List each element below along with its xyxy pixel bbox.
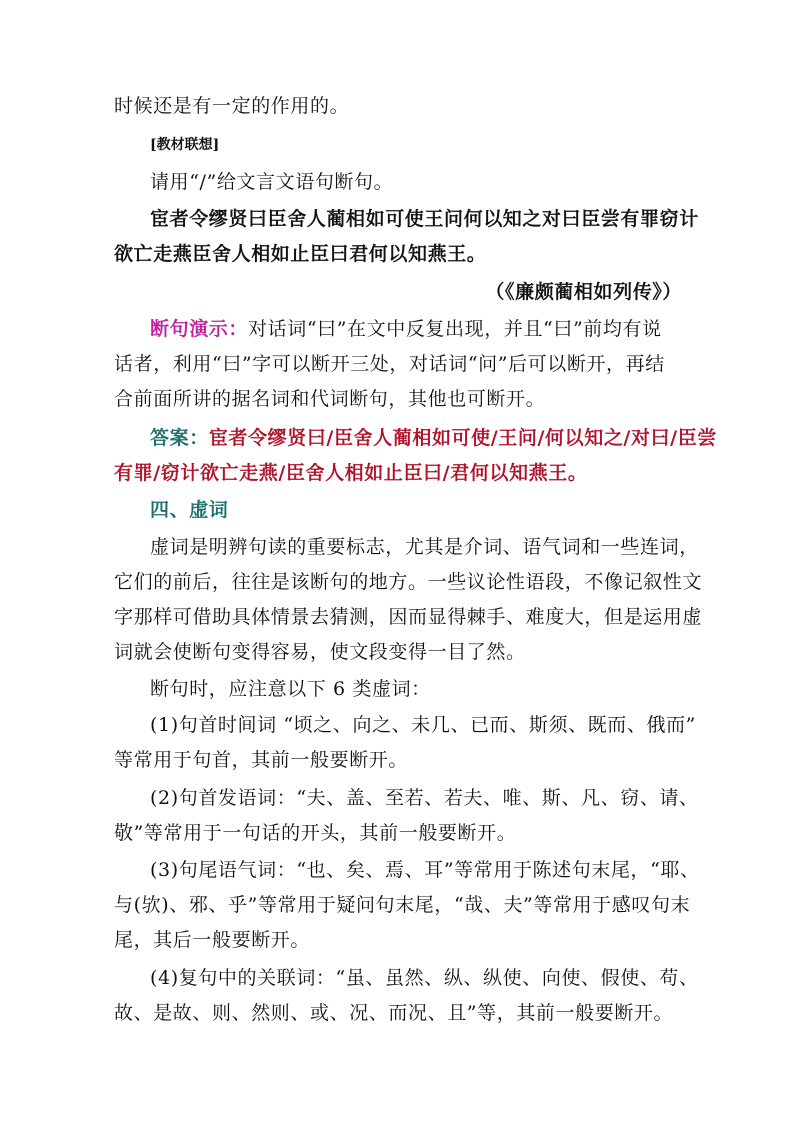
- source-citation: （《廉颇蔺相如列传》）: [485, 281, 682, 303]
- list-item-2-line-2: 敬”等常用于一句话的开头，其前一般要断开。: [114, 822, 517, 844]
- demo-paragraph-line-1: [150, 317, 662, 341]
- exercise-text-line-2: 欲亡走燕臣舍人相如止臣曰君何以知燕王。: [114, 243, 487, 265]
- section-heading-function-words: 四、虚词: [150, 499, 229, 521]
- demo-paragraph-line-3: 合前面所讲的据名词和代词断句，其他也可断开。: [114, 388, 546, 410]
- body-line-4: 词就会使断句变得容易，使文段变得一目了然。: [114, 641, 526, 663]
- answer-label: 答案：: [150, 427, 209, 449]
- list-item-3-line-3: 尾，其后一般要断开。: [114, 929, 311, 951]
- answer-line-2: 有罪/窃计欲亡走燕/臣舍人相如止臣曰/君何以知燕王。: [114, 462, 588, 484]
- list-item-3-line-1: (3)句尾语气词：“也、矣、焉、耳”等常用于陈述句末尾，“耶、: [150, 859, 700, 881]
- body-line-2: 它们的前后，往往是该断句的地方。一些议论性语段，不像记叙性文: [114, 571, 703, 593]
- text-line-continuation: 时候还是有一定的作用的。: [114, 95, 350, 117]
- list-item-1-line-2: 等常用于句首，其前一般要断开。: [114, 749, 409, 771]
- list-item-4-line-2: 故、是故、则、然则、或、况、而况、且”等，其前一般要断开。: [114, 1002, 674, 1024]
- demo-text: 对话词“曰”在文中反复出现，并且“曰”前均有说: [248, 318, 662, 340]
- list-item-1-line-1: (1)句首时间词 “顷之、向之、未几、已而、斯须、既而、俄而”: [150, 714, 696, 736]
- answer-line-1: [150, 426, 717, 450]
- demo-label: 断句演示：: [150, 318, 249, 340]
- list-intro: 断句时，应注意以下 6 类虚词：: [150, 678, 431, 700]
- section-tag-textbook: [教材联想]: [150, 137, 220, 153]
- list-item-2-line-1: (2)句首发语词：“夫、盖、至若、若夫、唯、斯、凡、窃、请、: [150, 787, 699, 809]
- demo-paragraph-line-2: 话者，利用“曰”字可以断开三处，对话词“问”后可以断开，再结: [114, 353, 665, 375]
- body-line-1: 虚词是明辨句读的重要标志，尤其是介词、语气词和一些连词，: [150, 536, 699, 558]
- list-item-4-line-1: (4)复句中的关联词：“虽、虽然、纵、纵使、向使、假使、苟、: [150, 967, 699, 989]
- list-item-3-line-2: 与(欤)、邪、乎”等常用于疑问句末尾，“哉、夫”等常用于感叹句末: [114, 894, 691, 916]
- answer-text-1: 宦者令缪贤曰/臣舍人蔺相如可使/王问/何以知之/对曰/臣尝: [208, 427, 717, 449]
- body-line-3: 字那样可借助具体情景去猜测，因而显得棘手、难度大，但是运用虚: [114, 606, 703, 628]
- exercise-text-line-1: 宦者令缪贤曰臣舍人蔺相如可使王问何以知之对曰臣尝有罪窃计: [150, 208, 699, 230]
- exercise-prompt: 请用“/”给文言文语句断句。: [150, 171, 394, 193]
